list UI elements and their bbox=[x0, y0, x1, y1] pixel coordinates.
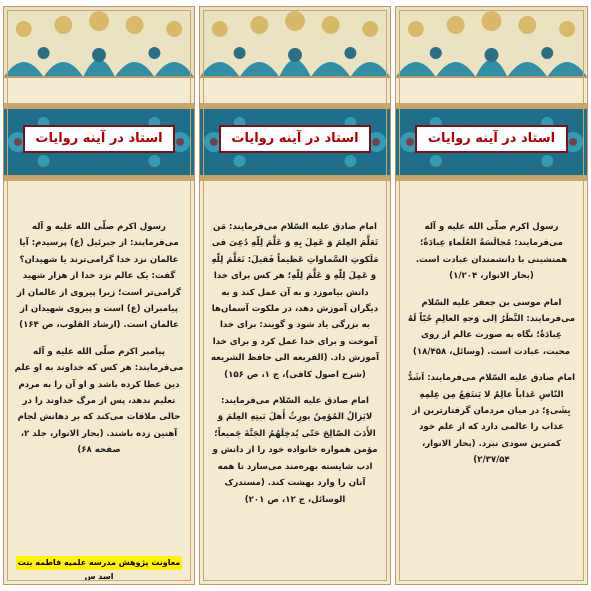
panel-1 bbox=[3, 6, 195, 585]
paragraph: امام صادق علیه السّلام می‌فرمایند: لایَزالُ المُؤمِنُ یورِثُ أَهلَ بَیتِهِ العِلمَ وَ الأَدَبَ الصّالِحَ حَتّی یُدخِلَهُمُ الجَنَّةَ جَمیعاً؛ مؤمن همواره خانواده خود را از دانش و ادب شایسته بهره‌مند می‌سازد تا همه آنان را وارد بهشت کند. (مستدرک الوسائل، ج ۱۲، ص ۲۰۱) bbox=[212, 396, 378, 505]
panel-title: استاد در آینه روایات bbox=[415, 125, 568, 153]
panel-2 bbox=[199, 6, 391, 585]
panel-body bbox=[210, 219, 380, 518]
paragraph: امام موسی بن جعفر علیه السّلام می‌فرمایند: النَّظَرُ اِلی وَجهِ العالِمِ حُبّاً لَهُ عِبادَةٌ؛ نگاه به صورت عالم از روی محبت، عبادت است. (وسائل، ۱۸/۴۵۸) bbox=[407, 297, 576, 357]
ornament-header bbox=[396, 7, 587, 99]
footer-credit: معاونت پژوهش مدرسه علمیه فاطمه بنت اسد س bbox=[17, 558, 181, 581]
paragraph: رسول اکرم صلّی الله علیه و آله می‌فرمایند: مُجالَسَةُ العُلَماءِ عِبادَةٌ؛ همنشینی با دانشمندان عبادت است. (بحار الانوار، ۱/۲۰۴) bbox=[415, 222, 568, 282]
ornament-header bbox=[200, 7, 390, 99]
paragraph: امام صادق علیه السّلام می‌فرمایند: اَشَدُّ النّاسِ عَذاباً عالِمٌ لا یَنتَفِعُ مِن عِلمِهِ بِشَیءٍ؛ در میان مردمان گرفتارترین از عذاب را عالمی دارد که از علم خود کمترین سودی نبرد. (بحار الانوار، ۲/۳۷/۵۴) bbox=[407, 373, 576, 466]
paragraph: امام صادق علیه السّلام می‌فرمایند: مَن تَعَلَّمَ العِلمَ وَ عَمِلَ بِهِ وَ عَلَّمَ لِلّهِ دُعِیَ فی مَلَکوتِ السَّماواتِ عَظیماً فَقیلَ: تَعَلَّمَ لِلّهِ وَ عَمِلَ لِلّهِ وَ عَلَّمَ لِلّهِ؛ هر کس برای خدا دانش بیاموزد و به آن عمل کند و به دیگران آموزش دهد، در ملکوت آسمان‌ها به بزرگی یاد شود و گویند: برای خدا آموخت و برای خدا عمل کرد و برای خدا آموزش داد. (الفریعه الی حافظ الشریعه (شرح اصول کافی)، ج ۱، ص ۱۵۶) bbox=[210, 222, 380, 380]
panel-title: استاد در آینه روایات bbox=[23, 125, 175, 153]
panel-3 bbox=[395, 6, 588, 585]
panel-title: استاد در آینه روایات bbox=[219, 125, 371, 153]
panel-body bbox=[14, 219, 184, 469]
paragraph: رسول اکرم صلّی الله علیه و آله می‌فرمایند: از جبرئیل (ع) پرسیدم: آیا عالمان نزد خدا گرامی‌ترند یا شهیدان؟ گفت: یک عالم نزد خدا از هزار شهید گرامی‌تر است؛ زیرا پیروی از عالمان از پیامبران (ع) است و پیروی شهیدان از عالمان است. (ارشاد القلوب، ص ۱۶۴) bbox=[17, 222, 181, 331]
panel-body bbox=[406, 219, 577, 479]
paragraph: پیامبر اکرم صلّی الله علیه و آله می‌فرمایند: هر کس که خداوند به او علم دین عطا کرده باشد و او آن را به مردم تعلیم ندهد، پس از مرگ خداوند را در حالی ملاقات می‌کند که بر دهانش لجام آهنین زده باشند. (بحار الانوار، جلد ۲، صفحه ۶۸) bbox=[14, 346, 184, 456]
ornament-header bbox=[4, 7, 194, 99]
